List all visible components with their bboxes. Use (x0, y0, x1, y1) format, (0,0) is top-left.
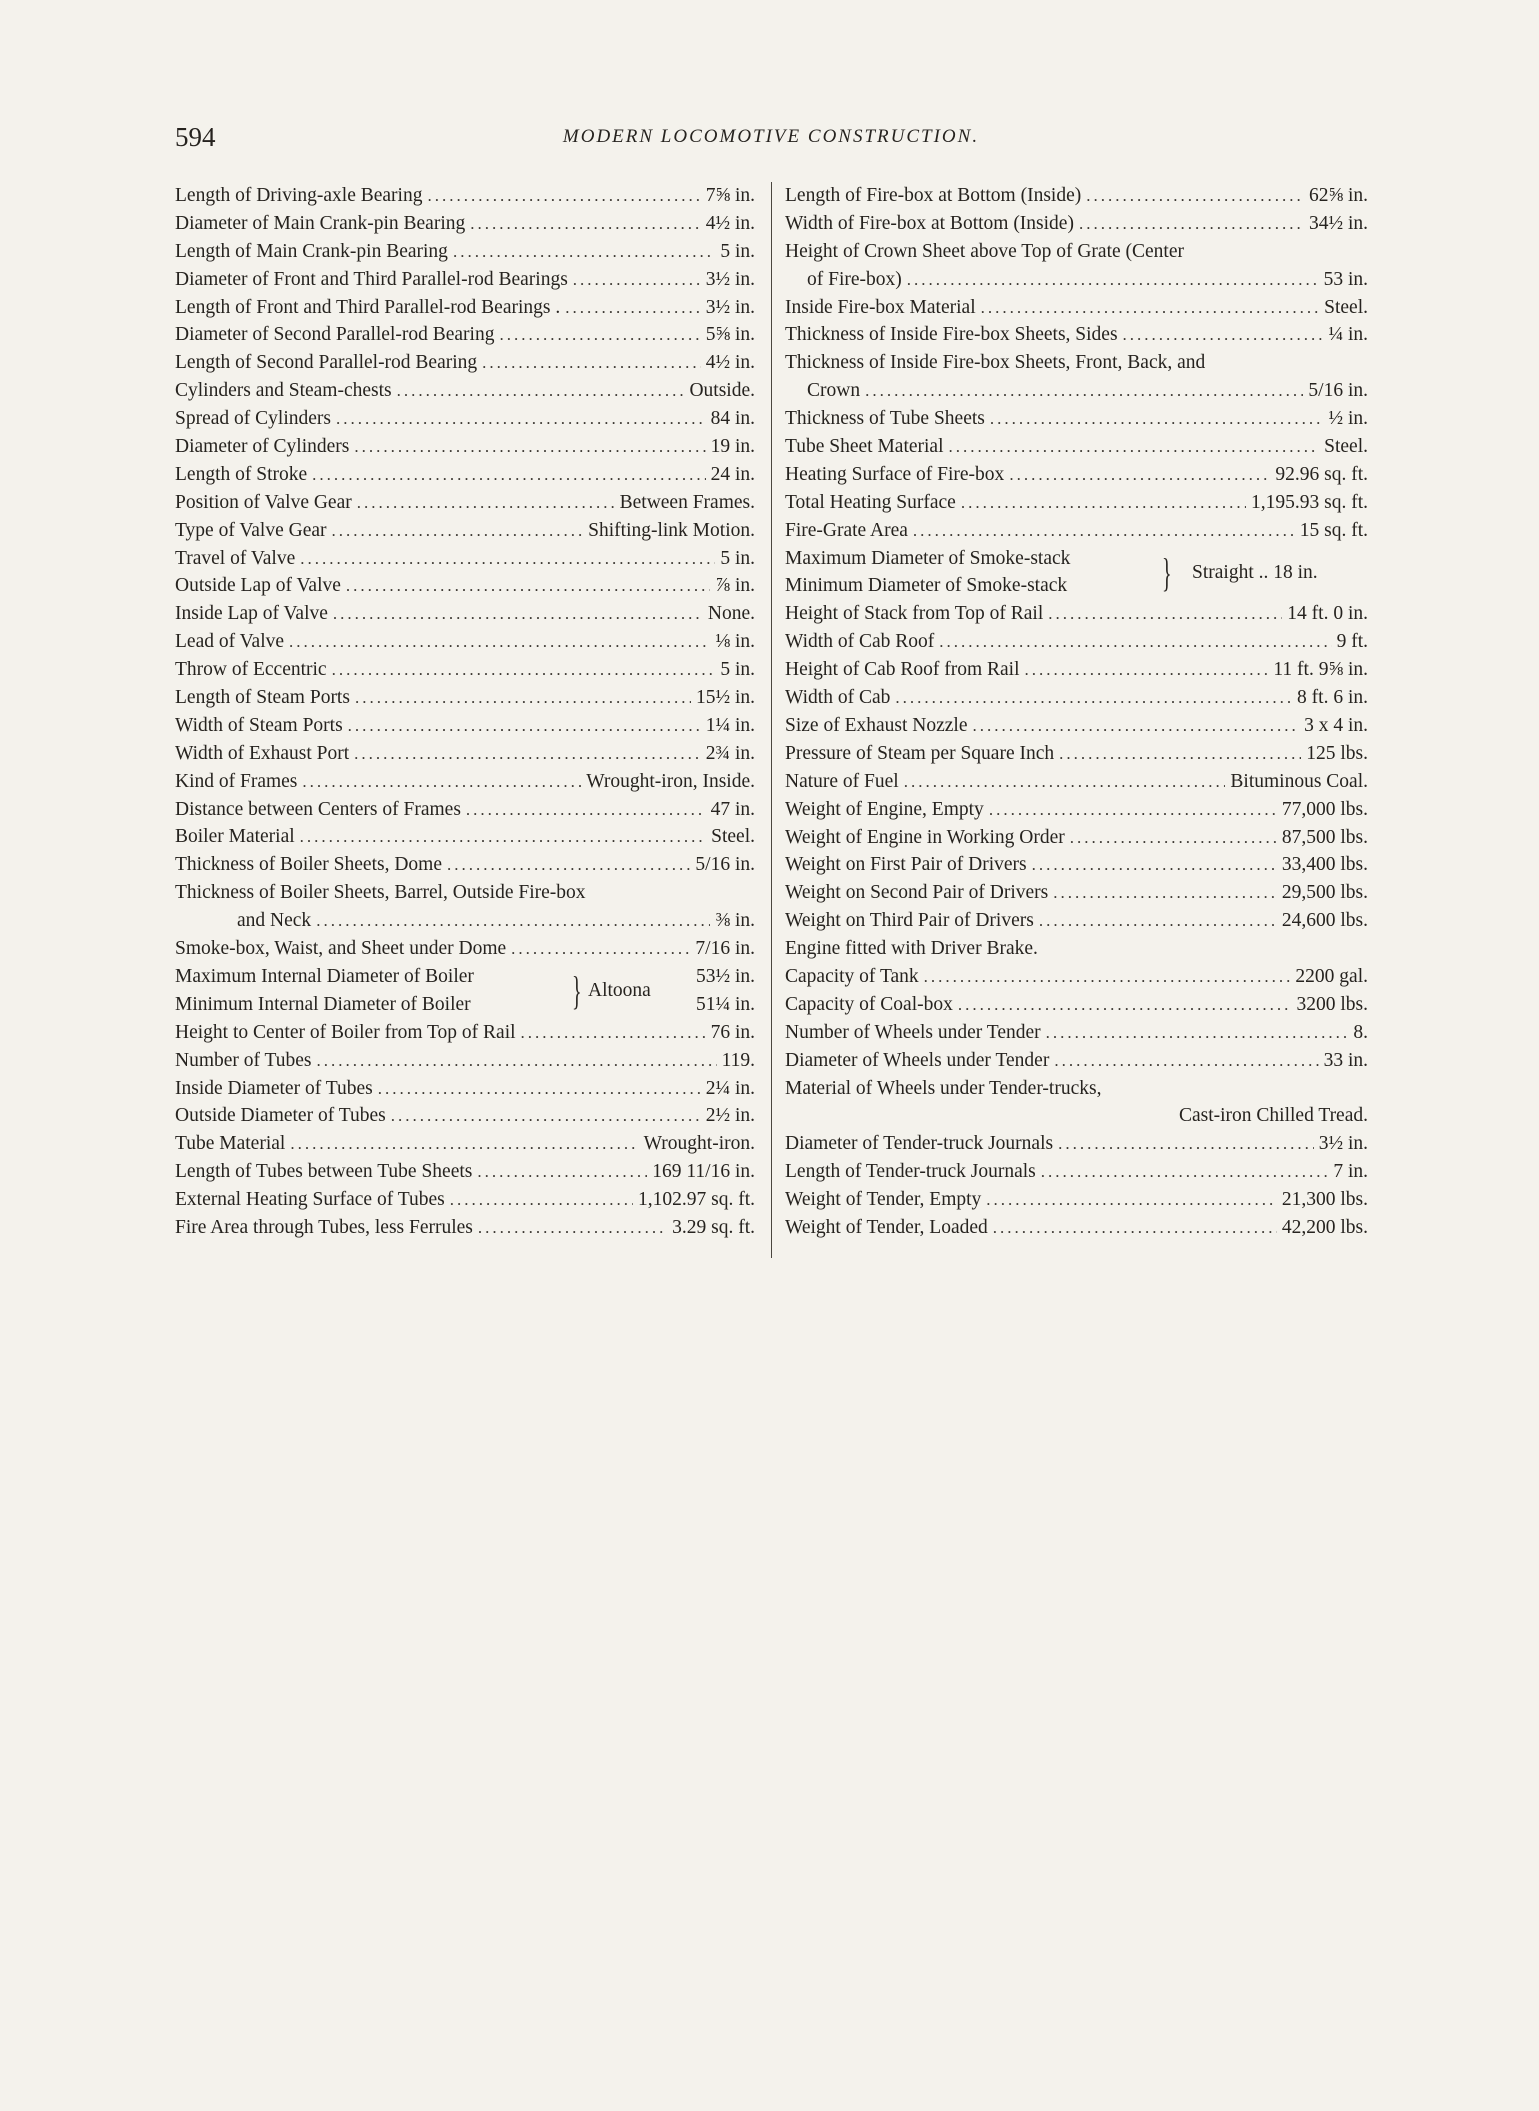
spec-value: 15 sq. ft. (1299, 519, 1368, 541)
dot-leader (482, 349, 701, 377)
spec-row (175, 1186, 755, 1214)
spec-row (175, 489, 755, 517)
spec-row (785, 238, 1368, 266)
spec-value: 47 in. (710, 798, 755, 820)
spec-value: 21,300 lbs. (1281, 1189, 1368, 1211)
spec-value: 33 in. (1323, 1049, 1368, 1071)
spec-label: Spread of Cylinders (175, 408, 331, 430)
spec-value: 3.29 sq. ft. (672, 1216, 755, 1238)
spec-label: Nature of Fuel (785, 770, 899, 792)
spec-label: Width of Cab (785, 687, 891, 709)
spec-value: 87,500 lbs. (1281, 826, 1368, 848)
spec-row (785, 907, 1368, 935)
spec-value: ½ in. (1328, 408, 1368, 430)
spec-value: 2½ in. (705, 1105, 755, 1127)
spec-label: Weight on First Pair of Drivers (785, 854, 1027, 876)
spec-label: Capacity of Tank (785, 965, 919, 987)
dot-leader (470, 210, 700, 238)
dot-leader (289, 628, 710, 656)
dot-leader (1058, 1130, 1314, 1158)
dot-leader (453, 238, 715, 266)
spec-label: Minimum Diameter of Smoke-stack (785, 575, 1068, 597)
spec-label: Thickness of Boiler Sheets, Barrel, Outside Fire-box (175, 882, 586, 904)
dot-leader (939, 628, 1331, 656)
spec-row (175, 377, 755, 405)
spec-row (175, 879, 755, 907)
spec-value: 19 in. (710, 436, 755, 458)
spec-row (785, 1130, 1368, 1158)
spec-label: Weight of Engine in Working Order (785, 826, 1065, 848)
dot-leader (521, 1019, 706, 1047)
spec-label: Material of Wheels under Tender-trucks, (785, 1077, 1102, 1099)
spec-value: 5 in. (720, 240, 755, 262)
spec-row (175, 182, 755, 210)
spec-label: Length of Front and Third Parallel-rod Bearings . (175, 296, 561, 318)
spec-label: Fire-Grate Area (785, 519, 908, 541)
dot-leader (317, 1047, 717, 1075)
spec-row (175, 545, 755, 573)
spec-label: Height of Cab Roof from Rail (785, 659, 1020, 681)
spec-value: ⅜ in. (715, 910, 755, 932)
spec-value: 33,400 lbs. (1281, 854, 1368, 876)
spec-label: Boiler Material (175, 826, 295, 848)
dot-leader (573, 266, 701, 294)
spec-value: 2¼ in. (705, 1077, 755, 1099)
spec-row (175, 1214, 755, 1242)
spec-value: Steel. (1324, 296, 1368, 318)
spec-row (175, 684, 755, 712)
spec-label: Diameter of Second Parallel-rod Bearing (175, 324, 495, 346)
dot-leader (1070, 824, 1277, 852)
spec-row (175, 1019, 755, 1047)
spec-label: Length of Main Crank-pin Bearing (175, 240, 448, 262)
spec-value: Outside. (689, 380, 755, 402)
spec-row (785, 1214, 1368, 1242)
page-header (175, 122, 1367, 162)
spec-label: Fire Area through Tubes, less Ferrules (175, 1216, 473, 1238)
spec-label: Length of Stroke (175, 463, 308, 485)
spec-row (785, 1019, 1368, 1047)
dot-leader (990, 405, 1324, 433)
spec-label: Cylinders and Steam-chests (175, 380, 392, 402)
spec-value: 53 in. (1323, 268, 1368, 290)
spec-label: Thickness of Inside Fire-box Sheets, Front, Back, and (785, 352, 1206, 374)
spec-row (175, 1102, 755, 1130)
page-number: 594 (175, 122, 216, 152)
spec-label: Throw of Eccentric (175, 659, 327, 681)
dot-leader (447, 851, 690, 879)
spec-label: Weight of Tender, Loaded (785, 1216, 988, 1238)
spec-value: 2¾ in. (705, 742, 755, 764)
spec-value: 1,195.93 sq. ft. (1251, 491, 1368, 513)
dot-leader (302, 768, 581, 796)
dot-leader (1041, 1158, 1329, 1186)
dot-leader (478, 1214, 667, 1242)
dot-leader (354, 740, 701, 768)
spec-value: 2200 gal. (1295, 965, 1368, 987)
spec-row (785, 628, 1368, 656)
dot-leader (332, 517, 584, 545)
spec-row (175, 210, 755, 238)
spec-value: 4½ in. (705, 212, 755, 234)
spec-row (175, 461, 755, 489)
spec-row (785, 712, 1368, 740)
spec-label: External Heating Surface of Tubes (175, 1189, 445, 1211)
spec-label: Pressure of Steam per Square Inch (785, 742, 1055, 764)
spec-row (785, 405, 1368, 433)
spec-row (175, 294, 755, 322)
spec-value: Steel. (711, 826, 755, 848)
dot-leader (290, 1130, 638, 1158)
dot-leader (499, 321, 700, 349)
curly-brace: } (572, 967, 582, 1013)
spec-row (785, 600, 1368, 628)
spec-label: Capacity of Coal-box (785, 993, 953, 1015)
spec-value: ¼ in. (1328, 324, 1368, 346)
brace-note: Altoona (588, 979, 651, 1001)
spec-label: Width of Steam Ports (175, 714, 343, 736)
dot-leader (1025, 656, 1269, 684)
spec-value: 7/16 in. (695, 938, 755, 960)
spec-label: Thickness of Boiler Sheets, Dome (175, 854, 442, 876)
spec-value: 51¼ in. (695, 993, 755, 1015)
dot-leader (511, 935, 690, 963)
spec-row (175, 600, 755, 628)
dot-leader (895, 684, 1292, 712)
spec-label: Length of Fire-box at Bottom (Inside) (785, 185, 1082, 206)
braced-spec-group (785, 545, 1368, 601)
spec-label: Outside Lap of Valve (175, 575, 341, 597)
spec-row (175, 349, 755, 377)
spec-row (785, 991, 1368, 1019)
spec-label: Travel of Valve (175, 547, 296, 569)
spec-value: 14 ft. 0 in. (1287, 603, 1368, 625)
left-spec-column (175, 182, 755, 1242)
spec-value: Bituminous Coal. (1230, 770, 1368, 792)
spec-row (175, 321, 755, 349)
spec-row (175, 740, 755, 768)
spec-row (175, 1075, 755, 1103)
dot-leader (300, 545, 715, 573)
spec-row (175, 851, 755, 879)
spec-row (785, 1102, 1368, 1130)
spec-value: 92.96 sq. ft. (1275, 463, 1368, 485)
spec-value: 9 ft. (1336, 631, 1368, 653)
spec-row (785, 266, 1368, 294)
spec-row (785, 294, 1368, 322)
spec-value: 5 in. (720, 659, 755, 681)
spec-row (175, 266, 755, 294)
dot-leader (1039, 907, 1277, 935)
spec-row (785, 1075, 1368, 1103)
dot-leader (907, 266, 1319, 294)
spec-value: 5⅝ in. (705, 324, 755, 346)
spec-row (175, 907, 755, 935)
spec-value: 3½ in. (705, 296, 755, 318)
spec-row (175, 768, 755, 796)
dot-leader (1123, 321, 1324, 349)
spec-label: of Fire-box) (807, 268, 902, 290)
dot-leader (972, 712, 1299, 740)
spec-row (785, 377, 1368, 405)
spec-label: Diameter of Main Crank-pin Bearing (175, 212, 466, 234)
spec-row (785, 210, 1368, 238)
spec-value: 77,000 lbs. (1281, 798, 1368, 820)
brace-note: Straight .. 18 in. (1192, 561, 1318, 583)
spec-value: 3½ in. (1318, 1133, 1368, 1155)
spec-value: 1,102.97 sq. ft. (638, 1189, 755, 1211)
dot-leader (357, 489, 615, 517)
spec-value: Between Frames. (619, 491, 755, 513)
spec-label: Smoke-box, Waist, and Sheet under Dome (175, 938, 507, 960)
spec-value: 15½ in. (695, 687, 755, 709)
spec-row (785, 740, 1368, 768)
dot-leader (989, 796, 1277, 824)
spec-label: Diameter of Wheels under Tender (785, 1049, 1050, 1071)
spec-row (785, 963, 1368, 991)
dot-leader (477, 1158, 647, 1186)
dot-leader (300, 823, 706, 851)
spec-label: Length of Steam Ports (175, 687, 350, 709)
spec-label: Height of Crown Sheet above Top of Grate (Center (785, 240, 1184, 262)
spec-value: 169 11/16 in. (652, 1161, 755, 1183)
spec-value: 5/16 in. (695, 854, 755, 876)
spec-label: Diameter of Tender-truck Journals (785, 1133, 1054, 1155)
spec-value: ⅛ in. (715, 631, 755, 653)
spec-value: Shifting-link Motion. (588, 519, 755, 541)
spec-label: Crown (807, 380, 861, 402)
running-title: MODERN LOCOMOTIVE CONSTRUCTION. (562, 126, 980, 147)
braced-spec-group (175, 963, 755, 1019)
spec-label: Number of Tubes (175, 1049, 312, 1071)
spec-label: Weight of Engine, Empty (785, 798, 984, 820)
spec-row (785, 182, 1368, 210)
dot-leader (904, 768, 1226, 796)
spec-row (175, 1047, 755, 1075)
spec-label: Outside Diameter of Tubes (175, 1105, 386, 1127)
spec-label: Inside Lap of Valve (175, 603, 328, 625)
spec-row (785, 1158, 1368, 1186)
spec-row (175, 517, 755, 545)
spec-row (785, 851, 1368, 879)
spec-row (175, 712, 755, 740)
spec-value: Steel. (1324, 436, 1368, 458)
spec-label: Diameter of Front and Third Parallel-rod Bearings (175, 268, 568, 290)
spec-label: Weight on Second Pair of Drivers (785, 882, 1049, 904)
spec-label: Lead of Valve (175, 631, 285, 653)
spec-value: 76 in. (710, 1021, 755, 1043)
spec-row (175, 628, 755, 656)
spec-label: Width of Cab Roof (785, 631, 935, 653)
dot-leader (391, 1102, 701, 1130)
spec-row (785, 321, 1368, 349)
spec-value: 42,200 lbs. (1281, 1216, 1368, 1238)
spec-label: Thickness of Tube Sheets (785, 408, 985, 430)
spec-row (785, 517, 1368, 545)
spec-value: 84 in. (710, 408, 755, 430)
spec-label: Length of Second Parallel-rod Bearing (175, 352, 478, 374)
spec-label: Length of Tubes between Tube Sheets (175, 1161, 473, 1183)
spec-label: Minimum Internal Diameter of Boiler (175, 993, 471, 1015)
spec-label: Kind of Frames (175, 770, 298, 792)
spec-value: 53½ in. (695, 965, 755, 987)
spec-value: 5 in. (720, 547, 755, 569)
dot-leader (355, 684, 691, 712)
spec-value: 3200 lbs. (1296, 993, 1368, 1015)
spec-label: Inside Fire-box Material (785, 296, 976, 318)
spec-value: 5/16 in. (1308, 380, 1368, 402)
spec-value: 24,600 lbs. (1281, 910, 1368, 932)
spec-label: Tube Material (175, 1133, 286, 1155)
spec-row (785, 349, 1368, 377)
dot-leader (348, 712, 701, 740)
spec-label: Length of Tender-truck Journals (785, 1161, 1036, 1183)
spec-value: 3½ in. (705, 268, 755, 290)
spec-row (785, 796, 1368, 824)
spec-value: 8. (1353, 1021, 1368, 1043)
dot-leader (1046, 1019, 1349, 1047)
spec-label: Number of Wheels under Tender (785, 1021, 1041, 1043)
spec-row (785, 935, 1368, 963)
dot-leader (865, 377, 1303, 405)
spec-label: Weight on Third Pair of Drivers (785, 910, 1034, 932)
spec-label: Length of Driving-axle Bearing (175, 185, 423, 206)
spec-row (785, 433, 1368, 461)
spec-label: Width of Exhaust Port (175, 742, 350, 764)
spec-label: Distance between Centers of Frames (175, 798, 461, 820)
spec-label: Thickness of Inside Fire-box Sheets, Sides (785, 324, 1118, 346)
spec-row (175, 1130, 755, 1158)
right-spec-column (785, 182, 1368, 1242)
spec-label: Maximum Diameter of Smoke-stack (785, 547, 1071, 569)
dot-leader (1048, 600, 1282, 628)
spec-value: 7⅝ in. (705, 185, 755, 206)
spec-row (785, 461, 1368, 489)
spec-row (175, 1158, 755, 1186)
dot-leader (346, 572, 711, 600)
spec-row (175, 935, 755, 963)
spec-row (175, 405, 755, 433)
spec-label: Inside Diameter of Tubes (175, 1077, 373, 1099)
dot-leader (986, 1186, 1277, 1214)
dot-leader (1053, 879, 1277, 907)
spec-value: 119. (721, 1049, 755, 1071)
spec-label: Size of Exhaust Nozzle (785, 714, 968, 736)
dot-leader (1054, 1047, 1318, 1075)
spec-value: 7 in. (1333, 1161, 1368, 1183)
spec-value: Cast-iron Chilled Tread. (1178, 1105, 1368, 1127)
spec-row (175, 238, 755, 266)
spec-row (785, 489, 1368, 517)
dot-leader (1086, 182, 1304, 210)
spec-value: 29,500 lbs. (1281, 882, 1368, 904)
spec-row (785, 824, 1368, 852)
spec-label: Weight of Tender, Empty (785, 1189, 982, 1211)
dot-leader (450, 1186, 633, 1214)
dot-leader (958, 991, 1292, 1019)
spec-row (175, 823, 755, 851)
dot-leader (336, 405, 706, 433)
spec-value: Wrought-iron, Inside. (586, 770, 755, 792)
spec-row (785, 1186, 1368, 1214)
spec-value: 24 in. (710, 463, 755, 485)
dot-leader (397, 377, 685, 405)
spec-label: Width of Fire-box at Bottom (Inside) (785, 212, 1074, 234)
spec-row (175, 796, 755, 824)
curly-brace: } (1162, 549, 1172, 595)
spec-row (785, 684, 1368, 712)
spec-label: Diameter of Cylinders (175, 436, 350, 458)
dot-leader (1079, 210, 1304, 238)
spec-value: 11 ft. 9⅝ in. (1273, 659, 1368, 681)
dot-leader (993, 1214, 1277, 1242)
dot-leader (1032, 851, 1277, 879)
spec-label: Total Heating Surface (785, 491, 956, 513)
dot-leader (565, 294, 700, 322)
spec-label: Position of Valve Gear (175, 491, 352, 513)
spec-value: ⅞ in. (715, 575, 755, 597)
dot-leader (1009, 461, 1270, 489)
dot-leader (981, 294, 1320, 322)
spec-label: and Neck (237, 910, 312, 932)
dot-leader (427, 182, 700, 210)
spec-row (785, 1047, 1368, 1075)
spec-row (175, 656, 755, 684)
dot-leader (354, 433, 705, 461)
spec-value: 125 lbs. (1306, 742, 1368, 764)
spec-value: 1¼ in. (705, 714, 755, 736)
spec-label: Engine fitted with Driver Brake. (785, 938, 1038, 960)
spec-label: Heating Surface of Fire-box (785, 463, 1005, 485)
dot-leader (466, 796, 706, 824)
spec-label: Type of Valve Gear (175, 519, 327, 541)
spec-row (785, 656, 1368, 684)
dot-leader (913, 517, 1295, 545)
spec-label: Height of Stack from Top of Rail (785, 603, 1044, 625)
spec-value: 34½ in. (1308, 212, 1368, 234)
spec-label: Tube Sheet Material (785, 436, 944, 458)
spec-row (175, 572, 755, 600)
spec-label: Maximum Internal Diameter of Boiler (175, 965, 474, 987)
spec-row (175, 433, 755, 461)
spec-label: Height to Center of Boiler from Top of Rail (175, 1021, 516, 1043)
spec-value: Wrought-iron. (643, 1133, 755, 1155)
spec-value: 4½ in. (705, 352, 755, 374)
dot-leader (1059, 740, 1301, 768)
dot-leader (924, 963, 1291, 991)
dot-leader (312, 461, 705, 489)
spec-value: 3 x 4 in. (1304, 714, 1368, 736)
spec-value: None. (707, 603, 755, 625)
spec-row (785, 879, 1368, 907)
dot-leader (378, 1075, 701, 1103)
spec-value: 62⅝ in. (1308, 185, 1368, 206)
dot-leader (316, 907, 710, 935)
dot-leader (961, 489, 1246, 517)
column-divider (771, 182, 772, 1258)
spec-value: 8 ft. 6 in. (1297, 687, 1368, 709)
dot-leader (332, 656, 716, 684)
dot-leader (949, 433, 1320, 461)
dot-leader (333, 600, 703, 628)
spec-row (785, 768, 1368, 796)
